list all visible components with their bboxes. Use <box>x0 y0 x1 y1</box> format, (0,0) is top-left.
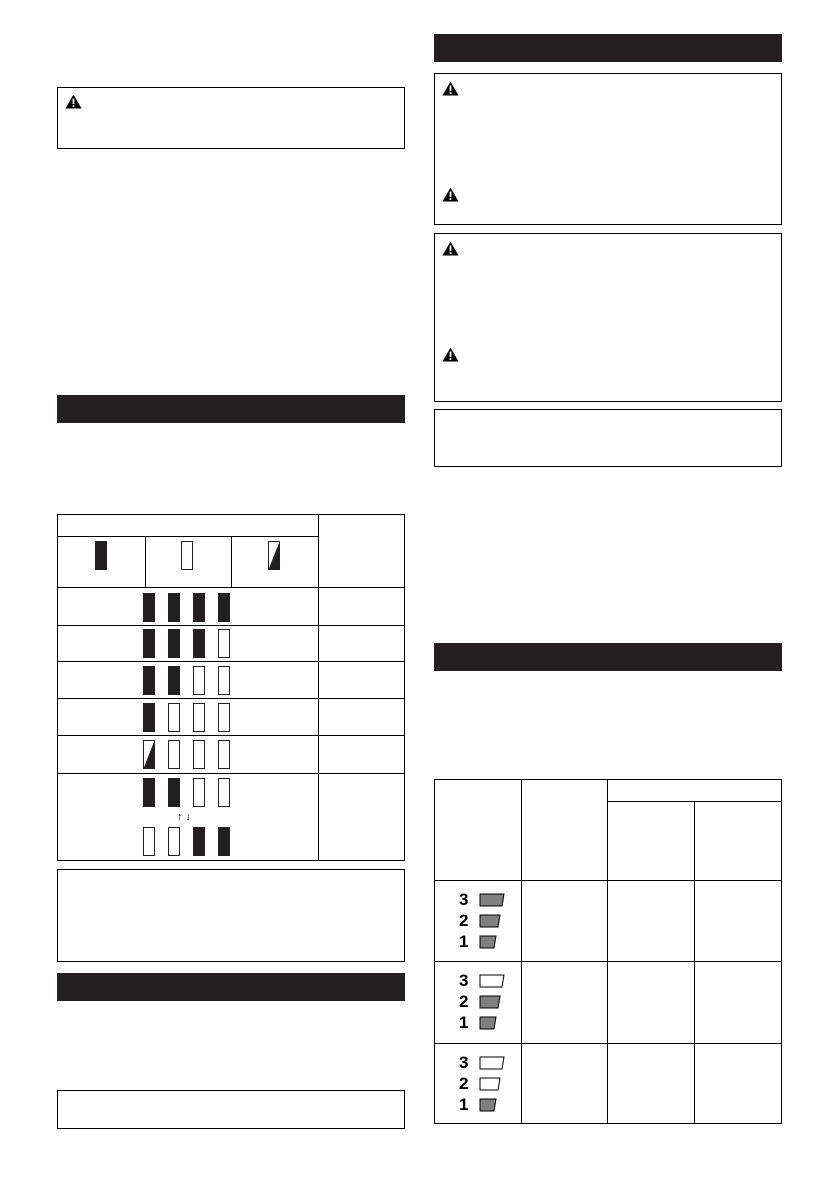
level-segment-lit <box>479 893 505 907</box>
warning-triangle-icon <box>65 94 82 109</box>
level-segment-lit <box>479 914 501 928</box>
level-segment-unlit <box>479 1077 501 1091</box>
level-segment-lit <box>479 995 501 1009</box>
section-header-bar <box>434 643 782 671</box>
warning-triangle-icon <box>442 81 459 96</box>
level-number: 3 <box>459 1053 469 1072</box>
indicator-table <box>57 514 405 861</box>
indicator-row-6 <box>143 778 243 858</box>
caution-box-1 <box>57 87 405 149</box>
indicator-off-legend <box>181 541 193 570</box>
warning-triangle-icon <box>442 241 459 256</box>
level-indicator-row-1 <box>459 891 509 953</box>
level-number: 2 <box>459 911 469 930</box>
level-number: 3 <box>459 890 469 909</box>
note-box-2 <box>57 1090 405 1129</box>
warning-triangle-icon <box>442 347 459 362</box>
warning-triangle-icon <box>442 187 459 202</box>
warning-box-2 <box>434 233 782 402</box>
section-header-bar <box>434 34 782 62</box>
level-segment-unlit <box>479 1056 505 1070</box>
level-number: 1 <box>459 1013 469 1032</box>
level-number: 1 <box>459 932 469 951</box>
section-header-bar <box>57 973 405 1001</box>
note-box-1 <box>57 869 405 962</box>
level-segment-lit <box>479 935 497 949</box>
section-header-bar <box>57 395 405 423</box>
level-segment-lit <box>479 1016 497 1030</box>
level-indicator-row-2 <box>459 972 509 1034</box>
level-segment-lit <box>479 1098 497 1112</box>
note-box-3 <box>434 409 782 467</box>
level-number: 2 <box>459 992 469 1011</box>
alternating-arrows: ↑ ↓ <box>177 811 192 823</box>
level-segment-unlit <box>479 974 505 988</box>
indicator-row-5 <box>143 740 243 770</box>
indicator-row-3 <box>143 666 243 696</box>
indicator-row-1 <box>143 593 243 623</box>
level-number: 3 <box>459 971 469 990</box>
warning-box-1 <box>434 73 782 225</box>
indicator-row-4 <box>143 703 243 733</box>
level-number: 2 <box>459 1074 469 1093</box>
level-indicator-row-3 <box>459 1054 509 1116</box>
indicator-row-2 <box>143 629 243 659</box>
level-table <box>434 779 782 1124</box>
indicator-blinking-legend <box>268 541 280 570</box>
level-number: 1 <box>459 1095 469 1114</box>
indicator-lit-legend <box>95 541 107 570</box>
